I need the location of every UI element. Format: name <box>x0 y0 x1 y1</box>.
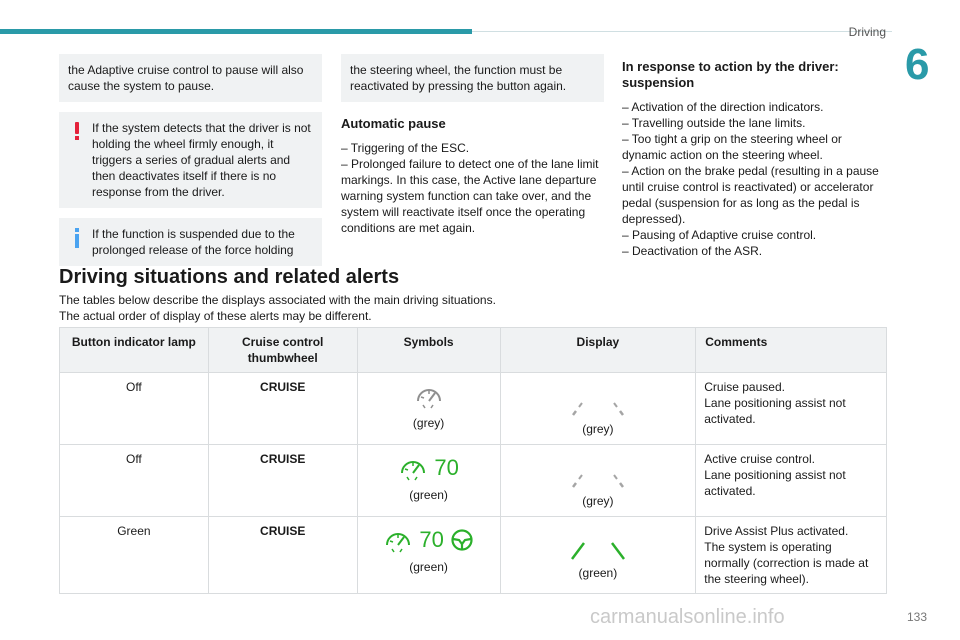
table-row <box>60 445 887 517</box>
cruise-speedometer-icon <box>414 383 444 409</box>
comments-cell <box>696 517 887 594</box>
page-number: 133 <box>906 610 927 624</box>
automatic-pause-list <box>341 140 604 236</box>
automatic-pause-heading: Automatic pause <box>341 116 446 131</box>
intro-text <box>59 292 759 324</box>
comment-line: Drive Assist Plus activated. <box>704 524 849 538</box>
text-box <box>341 54 604 102</box>
chapter-number: 6 <box>905 40 930 89</box>
comments-cell <box>696 445 887 517</box>
thumbwheel-cell: CRUISE <box>208 517 357 594</box>
list-item: – Activation of the direction indicators. <box>622 100 824 114</box>
steering-wheel-icon <box>450 528 474 552</box>
list-item: – Travelling outside the lane limits. <box>622 116 806 130</box>
symbol-color-label: (green) <box>409 488 448 502</box>
symbols-cell <box>357 373 500 445</box>
lamp-cell: Off <box>60 373 209 445</box>
display-cell <box>500 373 696 445</box>
list-item: – Pausing of Adaptive cruise control. <box>622 228 817 242</box>
section-title: Driving situations and related alerts <box>59 266 400 288</box>
column-header: Display <box>500 328 696 373</box>
comment-line: Lane positioning assist not activated. <box>704 396 846 426</box>
comments-cell <box>696 373 887 445</box>
info-note <box>59 218 322 266</box>
column-3 <box>622 59 887 259</box>
thumbwheel-cell: CRUISE <box>208 373 357 445</box>
exclamation-icon <box>68 120 86 200</box>
set-speed: 70 <box>419 527 444 552</box>
list-item: – Deactivation of the ASR. <box>622 244 763 258</box>
symbols-cell <box>357 517 500 594</box>
alerts-table <box>59 327 887 594</box>
display-color-label: (grey) <box>582 494 614 508</box>
comment-line: Cruise paused. <box>704 380 785 394</box>
box-text: the Adaptive cruise control to pause will also cause the system to pause. <box>68 63 304 93</box>
column-2 <box>341 54 604 236</box>
list-item: – Triggering of the ESC. <box>341 141 470 155</box>
section-name: Driving <box>848 25 886 39</box>
set-speed: 70 <box>434 455 459 480</box>
column-header: Symbols <box>357 328 500 373</box>
cruise-speedometer-icon <box>383 527 413 553</box>
cruise-speedometer-icon <box>398 455 428 481</box>
symbol-color-label: (green) <box>409 560 448 574</box>
warning-text: If the system detects that the driver is not holding the wheel firmly enough, it triggers a series of gradual alerts and then deactivates itself if there is no response from the driver. <box>92 121 311 199</box>
lane-markings-icon <box>563 459 633 489</box>
thumbwheel-cell: CRUISE <box>208 445 357 517</box>
comment-line: Lane positioning assist not activated. <box>704 468 846 498</box>
box-text: the steering wheel, the function must be reactivated by pressing the button again. <box>350 63 567 93</box>
table-row <box>60 517 887 594</box>
suspension-heading: In response to action by the driver: suspension <box>622 59 839 90</box>
table-header-row <box>60 328 887 373</box>
warning-note <box>59 112 322 208</box>
chapter-progress-bar <box>0 29 472 34</box>
table-row <box>60 373 887 445</box>
lane-markings-icon <box>563 531 633 561</box>
header-rule <box>472 31 892 32</box>
display-cell <box>500 517 696 594</box>
info-icon <box>68 226 86 258</box>
watermark: carmanualsonline.info <box>590 606 785 628</box>
lamp-cell: Off <box>60 445 209 517</box>
list-item: – Action on the brake pedal (resulting in a pause until cruise control is reactivated) or accelerator pedal (suspension for as long as the pedal is depressed). <box>622 164 879 226</box>
column-header: Comments <box>696 328 887 373</box>
intro-line: The tables below describe the displays associated with the main driving situations. <box>59 293 496 307</box>
lamp-cell: Green <box>60 517 209 594</box>
intro-line: The actual order of display of these alerts may be different. <box>59 309 372 323</box>
symbols-cell <box>357 445 500 517</box>
suspension-list <box>622 99 887 259</box>
info-text: If the function is suspended due to the prolonged release of the force holding <box>92 227 295 257</box>
lane-markings-icon <box>563 387 633 417</box>
column-header: Button indicator lamp <box>60 328 209 373</box>
display-color-label: (grey) <box>582 422 614 436</box>
text-box <box>59 54 322 102</box>
display-color-label: (green) <box>578 566 618 580</box>
symbol-color-label: (grey) <box>412 416 445 430</box>
display-cell <box>500 445 696 517</box>
column-header: Cruise control thumbwheel <box>208 328 357 373</box>
list-item: – Too tight a grip on the steering wheel or dynamic action on the steering wheel. <box>622 132 842 162</box>
column-1 <box>59 54 322 276</box>
comment-line: Active cruise control. <box>704 452 815 466</box>
list-item: – Prolonged failure to detect one of the lane limit markings. In this case, the Active lane departure warning system function can take over, and the system will reactivate itself once the operating conditions are met again. <box>341 157 599 235</box>
comment-line: The system is operating normally (correction is made at the steering wheel). <box>704 540 869 586</box>
